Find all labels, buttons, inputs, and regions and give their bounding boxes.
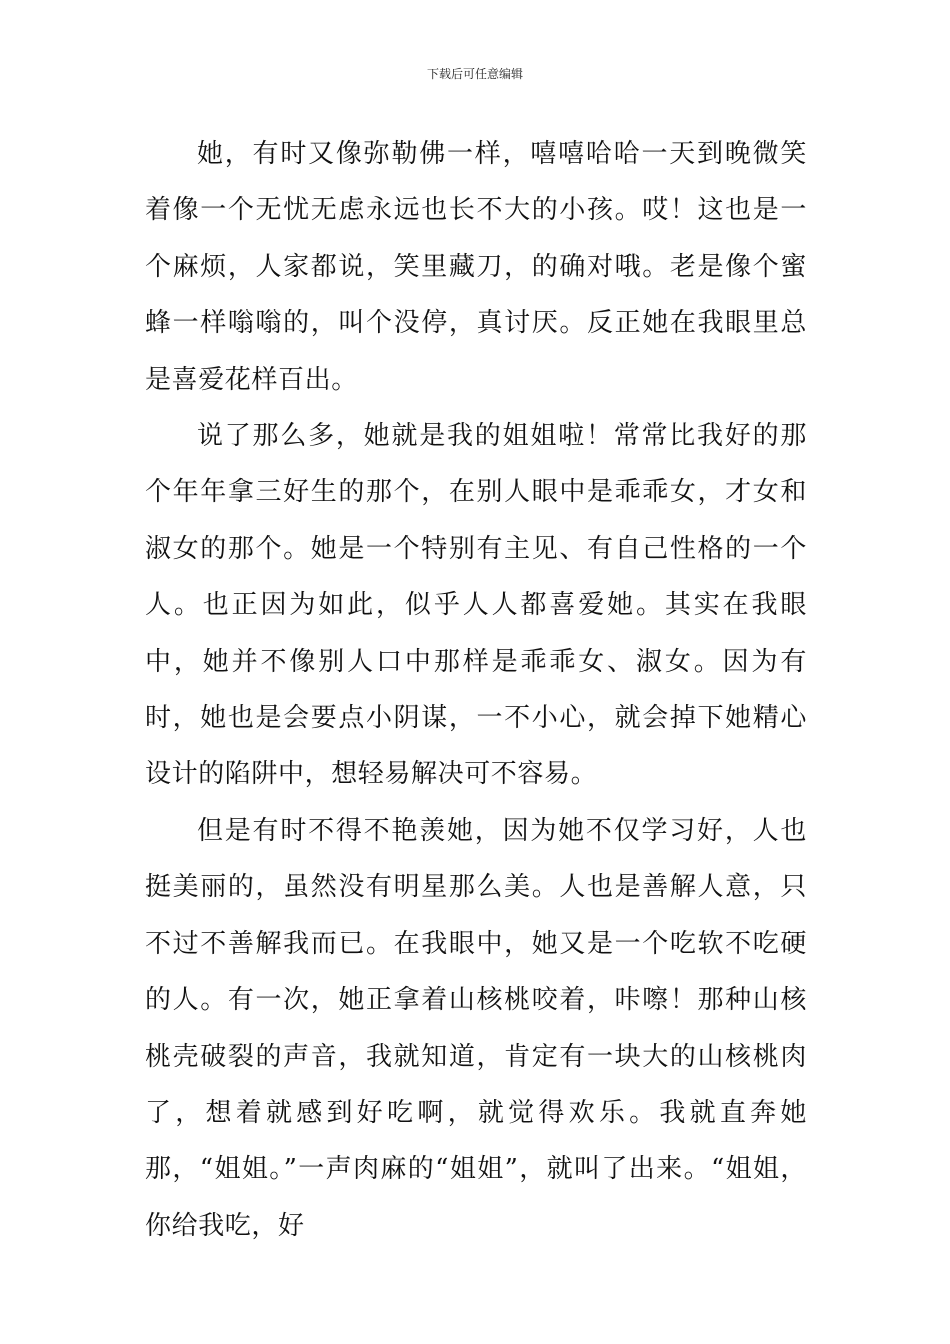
- paragraph-1: 她，有时又像弥勒佛一样，嘻嘻哈哈一天到晚微笑着像一个无忧无虑永远也长不大的小孩。哎！这也是一个麻烦，人家都说，笑里藏刀，的确对哦。老是像个蜜蜂一样嗡嗡的，叫个没停，真讨厌。反正她在我眼里总是喜爱花样百出。: [145, 139, 807, 395]
- document-body: [145, 126, 807, 1254]
- paragraph-3: 但是有时不得不艳羡她，因为她不仅学习好，人也挺美丽的，虽然没有明星那么美。人也是善解人意，只不过不善解我而已。在我眼中，她又是一个吃软不吃硬的人。有一次，她正拿着山核桃咬着，咔嚓！那种山核桃壳破裂的声音，我就知道，肯定有一块大的山核桃肉了，想着就感到好吃啊，就觉得欢乐。我就直奔她那，“姐姐。”一声肉麻的“姐姐”，就叫了出来。“姐姐，你给我吃，好: [145, 815, 807, 1241]
- paragraph-2: 说了那么多，她就是我的姐姐啦！常常比我好的那个年年拿三好生的那个，在别人眼中是乖乖女，才女和淑女的那个。她是一个特别有主见、有自己性格的一个人。也正因为如此，似乎人人都喜爱她。其实在我眼中，她并不像别人口中那样是乖乖女、淑女。因为有时，她也是会要点小阴谋，一不小心，就会掉下她精心设计的陷阱中，想轻易解决可不容易。: [145, 421, 807, 790]
- page-header: 下载后可任意编辑: [426, 67, 523, 81]
